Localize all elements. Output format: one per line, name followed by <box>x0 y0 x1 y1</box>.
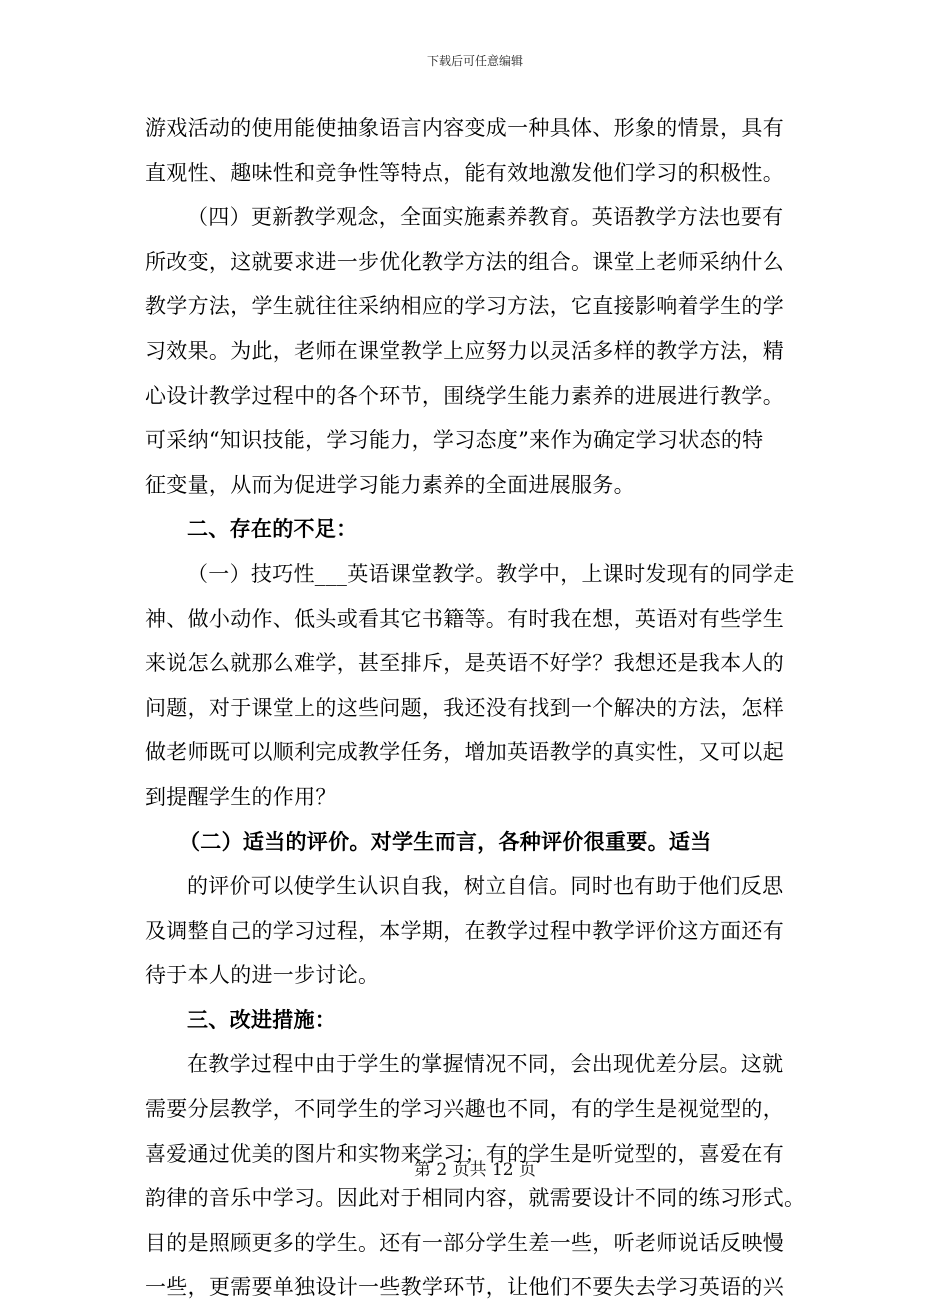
paragraph-line: 在教学过程中由于学生的掌握情况不同，会出现优差分层。这就 <box>187 1052 784 1077</box>
paragraph-line: 问题，对于课堂上的这些问题，我还没有找到一个解决的方法，怎样 <box>145 695 784 720</box>
paragraph-line: 来说怎么就那么难学，甚至排斥，是英语不好学？我想还是我本人的 <box>145 651 784 676</box>
paragraph-line: 习效果。为此，老师在课堂教学上应努力以灵活多样的教学方法，精 <box>145 338 784 363</box>
paragraph-line: 做老师既可以顺利完成教学任务，增加英语教学的真实性，又可以起 <box>145 740 784 765</box>
paragraph-line: 神、做小动作、低头或看其它书籍等。有时我在想，英语对有些学生 <box>145 606 784 631</box>
paragraph-line: 的评价可以使学生认识自我，树立自信。同时也有助于他们反思 <box>187 874 784 899</box>
body-text <box>145 106 810 1310</box>
paragraph-line: 待于本人的进一步讨论。 <box>145 963 380 988</box>
paragraph-line: 韵律的音乐中学习。因此对于相同内容，就需要设计不同的练习形式。 <box>145 1186 806 1211</box>
paragraph-line: （一）技巧性___英语课堂教学。教学中，上课时发现有的同学走 <box>187 561 795 586</box>
paragraph-line: 一些，更需要单独设计一些教学环节，让他们不要失去学习英语的兴 <box>145 1275 784 1300</box>
section-heading: 二、存在的不足： <box>187 516 358 542</box>
section-heading: 三、改进措施： <box>187 1006 337 1032</box>
paragraph-line: 心设计教学过程中的各个环节，围绕学生能力素养的进展进行教学。 <box>145 383 784 408</box>
page-footer: 第 2 页共 12 页 <box>413 1160 537 1180</box>
page-header: 下载后可任意编辑 <box>426 54 523 68</box>
paragraph-line: 喜爱通过优美的图片和实物来学习；有的学生是听觉型的，喜爱在有 <box>145 1141 784 1166</box>
paragraph-line: 所改变，这就要求进一步优化教学方法的组合。课堂上老师采纳什么 <box>145 249 784 274</box>
paragraph-line: 到提醒学生的作用？ <box>145 784 337 809</box>
paragraph-line: 目的是照顾更多的学生。还有一部分学生差一些，听老师说话反映慢 <box>145 1230 784 1255</box>
paragraph-line: 游戏活动的使用能使抽象语言内容变成一种具体、形象的情景，具有 <box>145 116 784 140</box>
paragraph-line: 可采纳“知识技能，学习能力，学习态度”来作为确定学习状态的特 <box>145 428 764 453</box>
paragraph-line: 征变量，从而为促进学习能力素养的全面进展服务。 <box>145 472 635 497</box>
paragraph-line: 及调整自己的学习过程，本学期，在教学过程中教学评价这方面还有 <box>145 918 784 943</box>
paragraph-line: （四）更新教学观念，全面实施素养教育。英语教学方法也要有 <box>187 205 784 230</box>
paragraph-line: 教学方法，学生就往往采纳相应的学习方法，它直接影响着学生的学 <box>145 294 784 319</box>
paragraph-line: 直观性、趣味性和竞争性等特点，能有效地激发他们学习的积极性。 <box>145 160 784 185</box>
paragraph-line: 需要分层教学，不同学生的学习兴趣也不同，有的学生是视觉型的， <box>145 1097 784 1122</box>
subsection-heading: （二）适当的评价。对学生而言，各种评价很重要。适当 <box>179 828 712 854</box>
